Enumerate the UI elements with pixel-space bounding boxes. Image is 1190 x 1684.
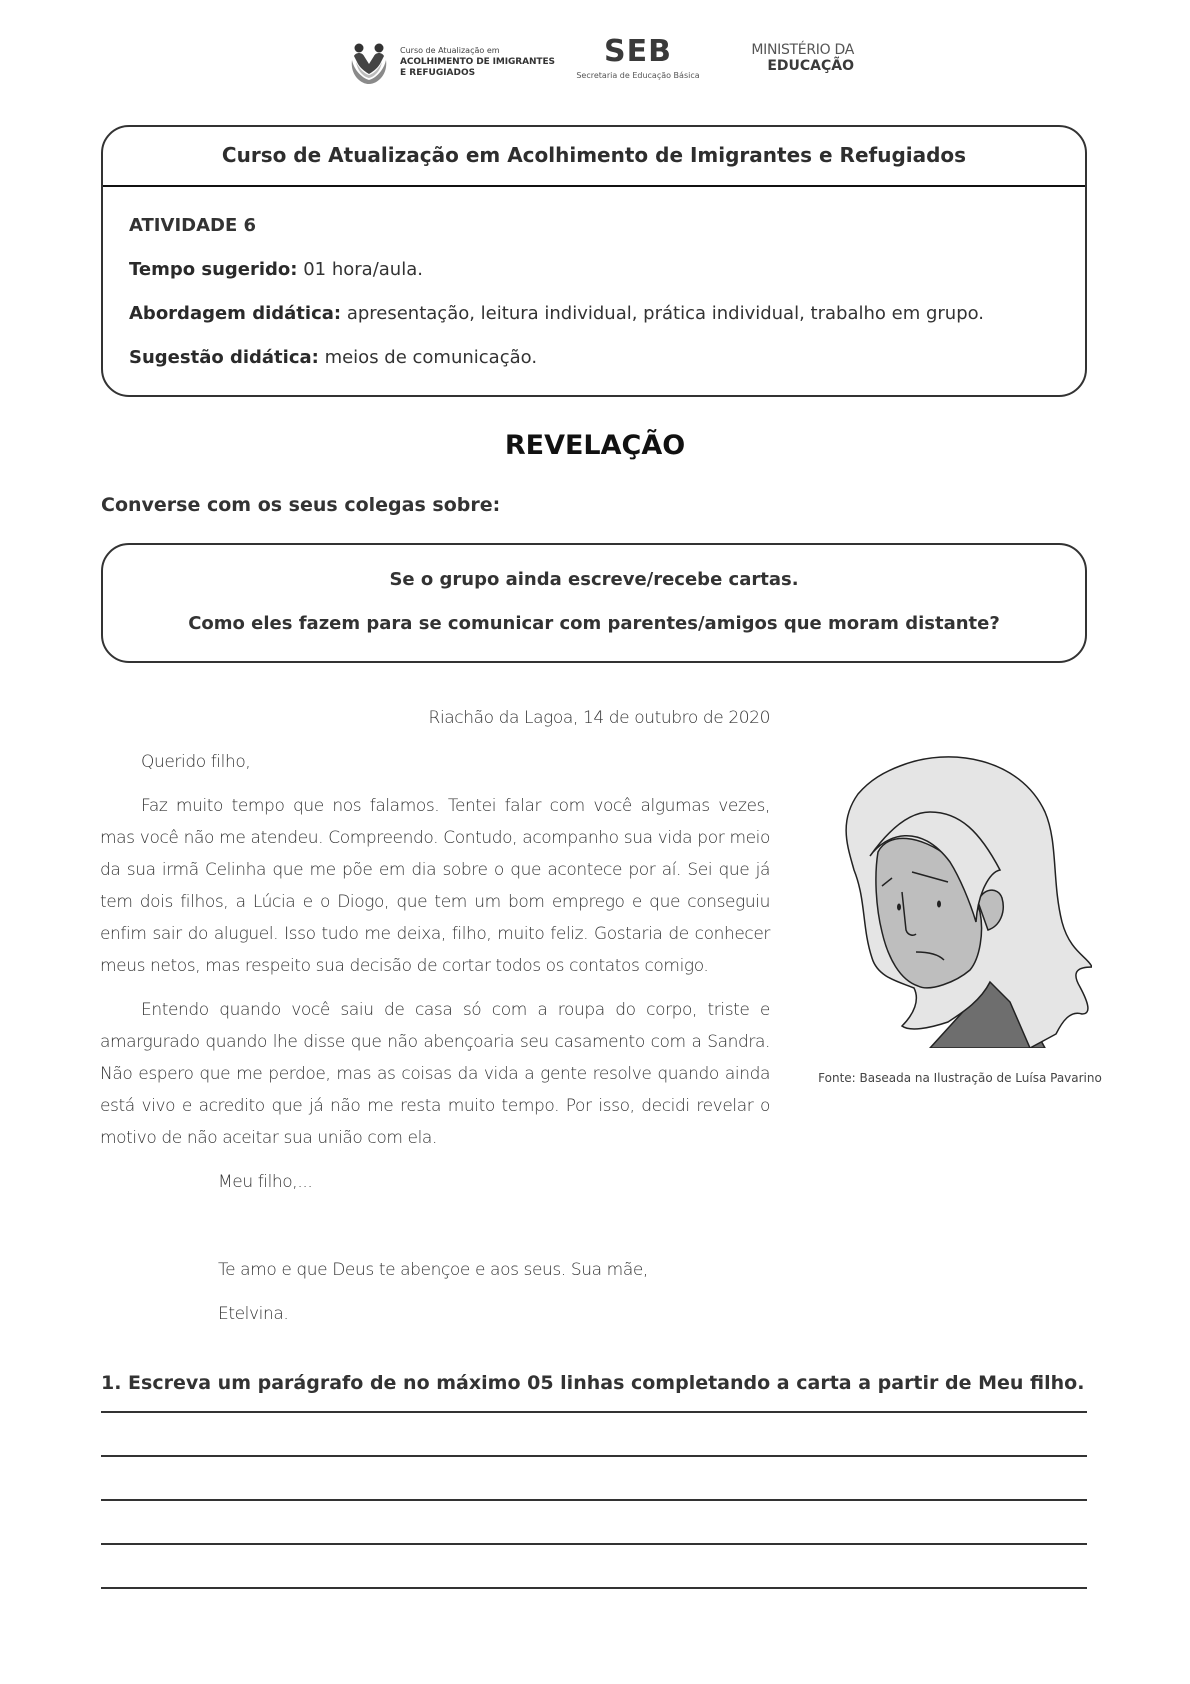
exercise-question: 1. Escreva um parágrafo de no máximo 05 linhas completando a carta a partir de Meu filho. <box>101 1372 1085 1394</box>
answer-line[interactable] <box>101 1587 1087 1589</box>
letter-closing: Te amo e que Deus te abençoe e aos seus. Sua mãe, <box>218 1260 648 1280</box>
letter-greeting: Querido filho, <box>141 752 251 772</box>
logo-ministerio-educacao <box>730 42 854 82</box>
sad-woman-illustration <box>830 752 1092 1048</box>
logo-seb-acronym: SEB <box>604 34 672 69</box>
letter-blank-space <box>100 1210 770 1254</box>
illustration-caption: Fonte: Baseada na Ilustração de Luísa Pavarino <box>818 1071 1102 1085</box>
info-value: 01 hora/aula. <box>297 259 423 280</box>
letter-paragraph: Faz muito tempo que nos falamos. Tentei falar com você algumas vezes, mas você não me atendeu. Compreendo. Contudo, acompanho sua vida por meio da sua irmã Celinha que me põe em dia sobre o que acontece por aí. Sei que já tem dois filhos, a Lúcia e o Diogo, que tem um bom emprego e que conseguiu enfim sair do aluguel. Isso tudo me deixa, filho, muito feliz. Gostaria de conhecer meus netos, mas respeito sua decisão de cortar todos os contatos comigo. <box>100 796 770 976</box>
logo-mec-line1: MINISTÉRIO DA <box>751 42 854 58</box>
activity-info-box <box>101 125 1087 397</box>
answer-line[interactable] <box>101 1499 1087 1501</box>
info-label: Sugestão didática: <box>129 347 319 368</box>
info-box-divider <box>103 185 1085 187</box>
info-value: apresentação, leitura individual, prática individual, trabalho em grupo. <box>341 303 985 324</box>
discussion-questions-box <box>101 543 1087 663</box>
logo-curso-acolhimento <box>346 38 555 88</box>
logo-mec-line2: EDUCAÇÃO <box>767 58 854 74</box>
answer-line[interactable] <box>101 1411 1087 1413</box>
answer-line[interactable] <box>101 1455 1087 1457</box>
logo-seb <box>568 36 708 88</box>
info-label: Abordagem didática: <box>129 303 342 324</box>
course-title: Curso de Atualização em Acolhimento de Imigrantes e Refugiados <box>221 143 967 167</box>
discussion-intro: Converse com os seus colegas sobre: <box>101 494 501 516</box>
logo-curso-line2: ACOLHIMENTO DE IMIGRANTES <box>400 57 555 67</box>
page-title: REVELAÇÃO <box>504 430 686 461</box>
logo-seb-subtitle: Secretaria de Educação Básica <box>576 71 700 80</box>
letter-signature: Etelvina. <box>218 1304 289 1324</box>
letter <box>100 702 770 1342</box>
info-label: Tempo sugerido: <box>129 259 298 280</box>
logo-curso-line1: Curso de Atualização em <box>400 46 500 55</box>
letter-continuation: Meu filho,... <box>218 1172 313 1192</box>
answer-line[interactable] <box>101 1543 1087 1545</box>
info-row-abordagem <box>129 303 984 324</box>
discussion-question: Se o grupo ainda escreve/recebe cartas. <box>389 569 799 590</box>
info-row-sugestao <box>129 347 537 368</box>
letter-date: Riachão da Lagoa, 14 de outubro de 2020 <box>428 708 770 728</box>
letter-paragraph: Entendo quando você saiu de casa só com a roupa do corpo, triste e amargurado quando lhe disse que não abençoaria seu casamento com a Sandra. Não espero que me perdoe, mas as coisas da vida a gente resolve quando ainda está vivo e acredito que já não me resta muito tempo. Por isso, decidi revelar o motivo de não aceitar sua união com ela. <box>100 1000 770 1148</box>
info-row-tempo <box>129 259 423 280</box>
discussion-question: Como eles fazem para se comunicar com parentes/amigos que moram distante? <box>188 613 1000 634</box>
activity-number: ATIVIDADE 6 <box>129 215 257 236</box>
logo-curso-line3: E REFUGIADOS <box>400 68 476 78</box>
people-hands-icon <box>346 40 392 86</box>
info-value: meios de comunicação. <box>318 347 538 368</box>
